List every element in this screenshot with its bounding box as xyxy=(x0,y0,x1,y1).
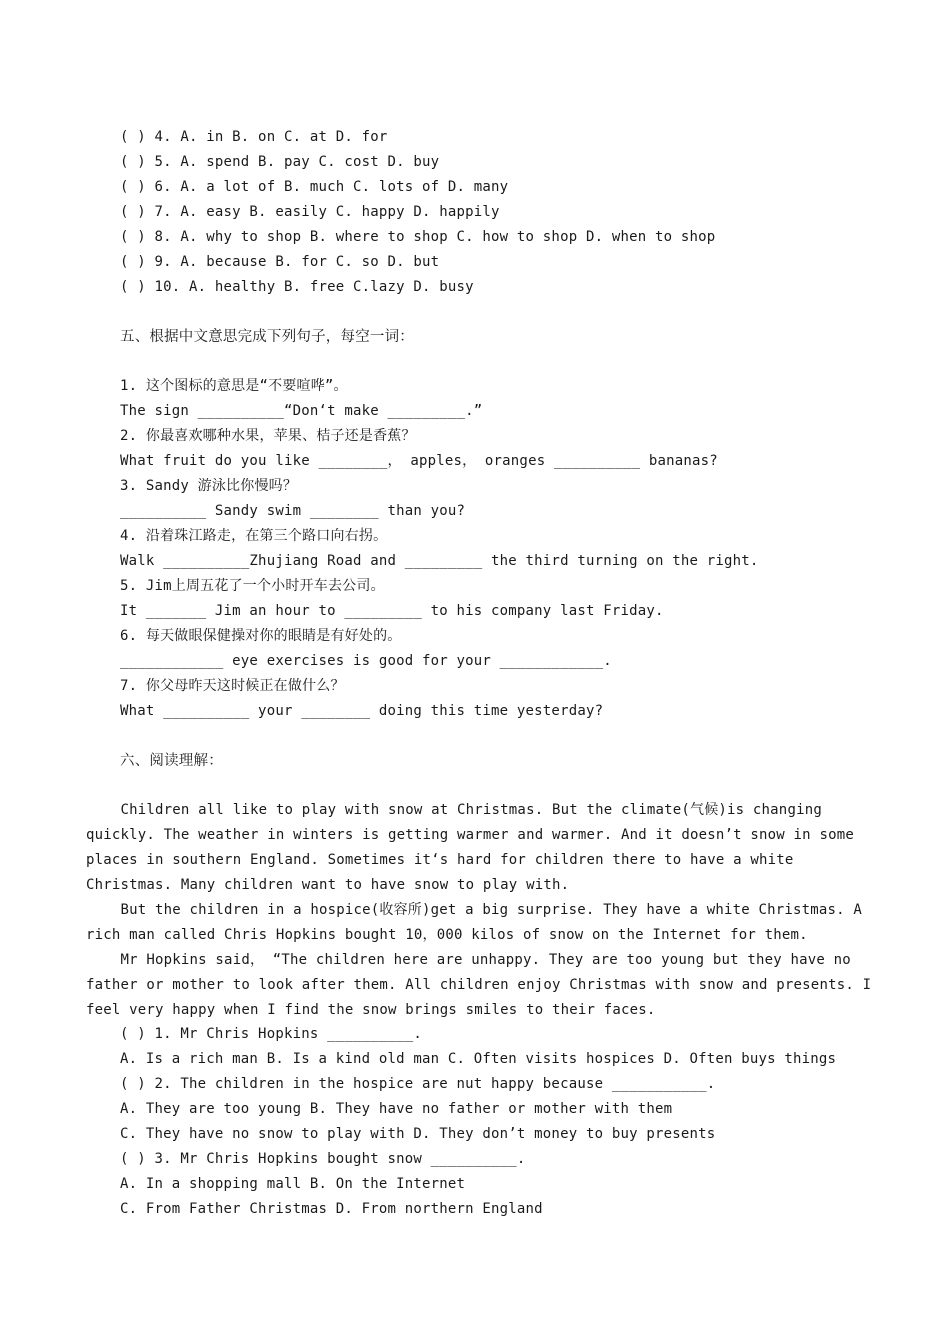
option-line-8: ( ) 8. A. why to shop B. where to shop C. how to shop D. when to shop xyxy=(120,229,716,245)
passage-line: Mr Hopkins said， “The children here are unhappy. They are too young but they have no xyxy=(86,952,851,968)
sentence-4-chinese: 4. 沿着珠江路走，在第三个路口向右拐。 xyxy=(120,528,388,544)
option-line-9: ( ) 9. A. because B. for C. so D. but xyxy=(120,254,440,270)
question-1-options: A. Is a rich man B. Is a kind old man C. Often visits hospices D. Often buys things xyxy=(120,1051,837,1067)
question-3-options-cd: C. From Father Christmas D. From northern England xyxy=(120,1201,543,1217)
sentence-3-english: __________ Sandy swim ________ than you? xyxy=(120,503,466,519)
passage-line: quickly. The weather in winters is getting warmer and warmer. And it doesn’t snow in some xyxy=(86,827,854,843)
question-2: ( ) 2. The children in the hospice are nut happy because ___________. xyxy=(120,1076,716,1092)
passage-line: father or mother to look after them. All children enjoy Christmas with snow and presents. I xyxy=(86,977,872,993)
passage-line: feel very happy when I find the snow brings smiles to their faces. xyxy=(86,1002,656,1018)
option-line-10: ( ) 10. A. healthy B. free C.lazy D. busy xyxy=(120,279,474,295)
sentence-6-chinese: 6. 每天做眼保健操对你的眼睛是有好处的。 xyxy=(120,628,402,644)
sentence-7-english: What __________ your ________ doing this time yesterday? xyxy=(120,703,604,719)
option-line-6: ( ) 6. A. a lot of B. much C. lots of D. many xyxy=(120,179,509,195)
sentence-6-english: ____________ eye exercises is good for your ____________. xyxy=(120,653,612,669)
section5-heading: 五、根据中文意思完成下列句子，每空一词： xyxy=(120,329,414,345)
passage-line: Christmas. Many children want to have snow to play with. xyxy=(86,877,570,893)
sentence-3-chinese: 3. Sandy 游泳比你慢吗？ xyxy=(120,478,298,494)
question-2-options-cd: C. They have no snow to play with D. They don’t money to buy presents xyxy=(120,1126,716,1142)
sentence-5-english: It _______ Jim an hour to _________ to his company last Friday. xyxy=(120,603,664,619)
question-3-options-ab: A. In a shopping mall B. On the Internet xyxy=(120,1176,466,1192)
passage-line: Children all like to play with snow at Christmas. But the climate(气候)is changing xyxy=(86,802,822,818)
sentence-1-english: The sign __________“Don‘t make _________.” xyxy=(120,403,483,419)
sentence-2-english: What fruit do you like ________， apples， oranges __________ bananas? xyxy=(120,453,718,469)
question-3: ( ) 3. Mr Chris Hopkins bought snow __________. xyxy=(120,1151,526,1167)
question-1: ( ) 1. Mr Chris Hopkins __________. xyxy=(120,1026,423,1042)
passage-line: rich man called Chris Hopkins bought 10，000 kilos of snow on the Internet for them. xyxy=(86,927,808,943)
sentence-1-chinese: 1. 这个图标的意思是“不要喧哗”。 xyxy=(120,378,348,394)
passage-line: places in southern England. Sometimes it‘s hard for children there to have a white xyxy=(86,852,794,868)
sentence-5-chinese: 5. Jim上周五花了一个小时开车去公司。 xyxy=(120,578,385,594)
option-line-5: ( ) 5. A. spend B. pay C. cost D. buy xyxy=(120,154,440,170)
sentence-4-english: Walk __________Zhujiang Road and _________ the third turning on the right. xyxy=(120,553,759,569)
passage-line: But the children in a hospice(收容所)get a big surprise. They have a white Christmas. A xyxy=(86,902,863,918)
option-line-4: ( ) 4. A. in B. on C. at D. for xyxy=(120,129,388,145)
sentence-7-chinese: 7. 你父母昨天这时候正在做什么？ xyxy=(120,678,345,694)
sentence-2-chinese: 2. 你最喜欢哪种水果，苹果、桔子还是香蕉？ xyxy=(120,428,416,444)
option-line-7: ( ) 7. A. easy B. easily C. happy D. happily xyxy=(120,204,500,220)
question-2-options-ab: A. They are too young B. They have no father or mother with them xyxy=(120,1101,673,1117)
section6-heading: 六、阅读理解： xyxy=(120,753,223,769)
